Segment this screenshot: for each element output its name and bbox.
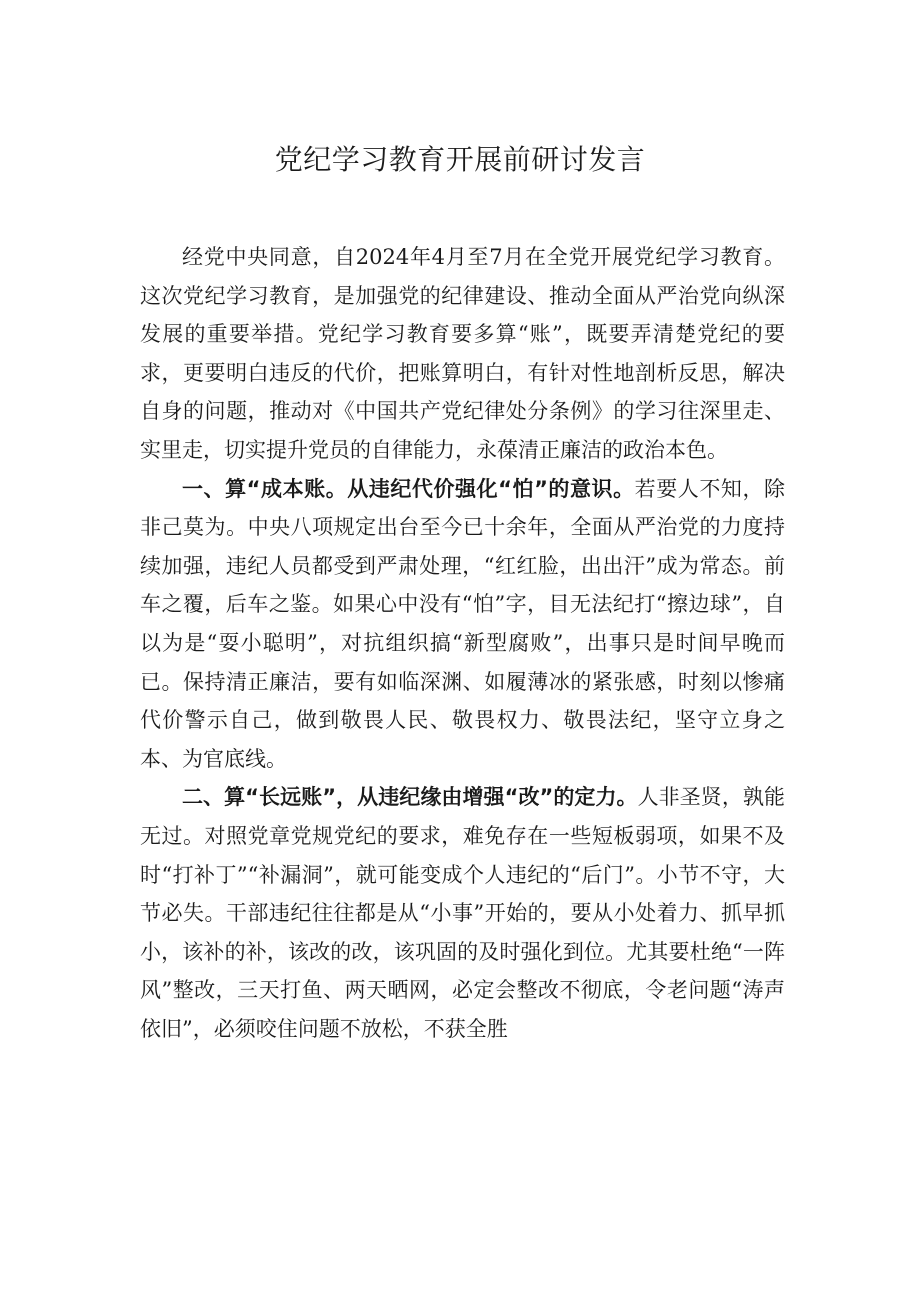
paragraph-text: 若要人不知，除非己莫为。中央八项规定出台至今已十余年，全面从严治党的力度持续加强，违纪人员都受到严肃处理，“红红脸，出出汗”成为常态。前车之覆，后车之鉴。如果心中没有“怕”字，目无法纪打“擦边球”，自以为是“耍小聪明”，对抗组织搞“新型腐败”，出事只是时间早晚而已。保持清正廉洁，要有如临深渊、如履薄冰的紧张感，时刻以惨痛代价警示自己，做到敬畏人民、敬畏权力、敬畏法纪，坚守立身之本、为官底线。 (140, 476, 785, 771)
paragraph-section-2 (140, 778, 785, 1048)
document-body (140, 238, 785, 1048)
document-title: 党纪学习教育开展前研讨发言 (274, 143, 646, 176)
paragraph-text: 经党中央同意，自2024年4月至7月在全党开展党纪学习教育。这次党纪学习教育，是加强党的纪律建设、推动全面从严治党向纵深发展的重要举措。党纪学习教育要多算“账”，既要弄清楚党纪的要求，更要明白违反的代价，把账算明白，有针对性地剖析反思，解决自身的问题，推动对《中国共产党纪律处分条例》的学习往深里走、实里走，切实提升党员的自律能力，永葆清正廉洁的政治本色。 (140, 245, 785, 462)
section-heading: 一、算“成本账。从违纪代价强化“怕”的意识。 (182, 476, 635, 501)
paragraph-text: 人非圣贤，孰能无过。对照党章党规党纪的要求，难免存在一些短板弱项，如果不及时“打补丁”“补漏洞”，就可能变成个人违纪的“后门”。小节不守，大节必失。干部违纪往往都是从“小事”开始的，要从小处着力、抓早抓小，该补的补，该改的改，该巩固的及时强化到位。尤其要杜绝“一阵风”整改，三天打鱼、两天晒网，必定会整改不彻底，令老问题“涛声依旧”，必须咬住问题不放松，不获全胜 (140, 785, 785, 1041)
paragraph-section-1 (140, 470, 785, 779)
section-heading: 二、算“长远账”，从违纪缘由增强“改”的定力。 (182, 785, 638, 810)
paragraph-intro (140, 238, 785, 470)
